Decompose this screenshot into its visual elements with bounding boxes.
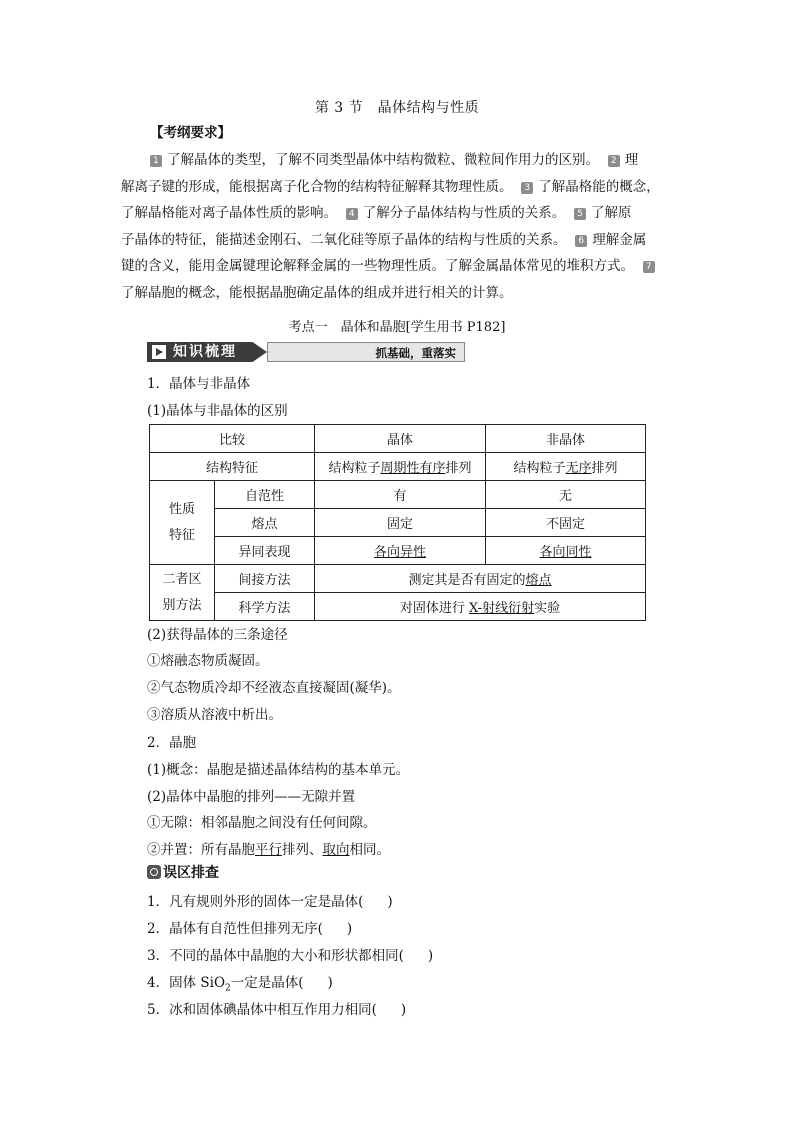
structure-label: 结构特征: [150, 453, 315, 481]
requirement-text: 了解晶格能对离子晶体性质的影响。: [121, 205, 344, 221]
sec1-title: 1．晶体与非晶体: [147, 376, 251, 392]
requirement-number-badge: 4: [346, 208, 358, 220]
requirement-number-badge: 5: [574, 208, 586, 220]
structure-crystal: 结构粒子周期性有序排列: [315, 453, 486, 481]
requirements-line: [121, 227, 674, 254]
table-row: [150, 481, 646, 509]
knowledge-banner: [147, 342, 465, 362]
requirement-number-badge: 1: [150, 155, 162, 167]
requirement-text: 理: [624, 152, 639, 168]
table-row: [150, 453, 646, 481]
row-noncrystal: 无: [486, 481, 646, 509]
requirements-line: [121, 200, 674, 227]
search-icon: [147, 865, 161, 879]
method-group-label: 二者区 别方法: [150, 565, 215, 621]
structure-noncrystal: 结构粒子无序排列: [486, 453, 646, 481]
requirements-line: [121, 147, 674, 174]
row-crystal: 有: [315, 481, 486, 509]
requirement-text: 了解晶体的类型，了解不同类型晶体中结构微粒、微粒间作用力的区别。: [167, 152, 606, 168]
row-label: 熔点: [215, 509, 315, 537]
requirement-text: 子晶体的特征，能描述金刚石、二氧化硅等原子晶体的结构与性质的关系。: [121, 231, 574, 248]
sec2-point: ②并置：所有晶胞平行排列、取向相同。: [147, 842, 390, 858]
requirements-line: [121, 253, 674, 280]
requirements-paragraph: [121, 147, 674, 306]
way-item: ②气态物质冷却不经液态直接凝固(凝华)。: [147, 680, 401, 696]
kaodian-title: 考点一 晶体和晶胞[学生用书 P182]: [288, 320, 506, 335]
requirement-text: 了解晶胞的概念，能根据晶胞确定晶体的组成并进行相关的计算。: [121, 284, 513, 301]
method2-value: 对固体进行 X-射线衍射实验: [315, 593, 646, 621]
table-row: [150, 593, 646, 621]
header-crystal: 晶体: [315, 425, 486, 453]
requirements-heading: 【考纲要求】: [150, 125, 231, 141]
table-row: [150, 537, 646, 565]
header-compare: 比较: [150, 425, 315, 453]
banner-subtitle: 抓基础，重落实: [375, 346, 456, 360]
row-crystal: 固定: [315, 509, 486, 537]
sec2-title: 2．晶胞: [147, 735, 197, 751]
sec1-sub2: (2)获得晶体的三条途径: [147, 627, 288, 643]
requirement-number-badge: 3: [521, 182, 533, 194]
sec2-concept: (1)概念：晶胞是描述晶体结构的基本单元。: [147, 762, 410, 778]
row-label: 自范性: [215, 481, 315, 509]
misconception-item: 4．固体 SiO$_2$一定是晶体( ): [147, 975, 333, 994]
table-row: [150, 509, 646, 537]
requirement-number-badge: 6: [575, 235, 587, 247]
requirement-number-badge: 7: [643, 261, 655, 273]
property-group-label: 性质 特征: [150, 481, 215, 565]
sec2-point: ①无隙：相邻晶胞之间没有任何间隙。: [147, 815, 377, 831]
row-noncrystal: 不固定: [486, 509, 646, 537]
requirement-text: 解离子键的形成，能根据离子化合物的结构特征解释其物理性质。: [121, 178, 520, 195]
requirement-text: 了解分子晶体结构与性质的关系。: [362, 205, 572, 221]
play-arrow-icon: [152, 345, 166, 359]
banner-title: 知识梳理: [173, 344, 237, 360]
misconception-heading: 误区排查: [147, 862, 219, 882]
method2-label: 科学方法: [215, 593, 315, 621]
row-crystal: 各向异性: [315, 537, 486, 565]
requirements-line: [121, 280, 674, 307]
comparison-table: [149, 424, 646, 621]
requirements-line: [121, 174, 674, 201]
misconception-item: 1．凡有规则外形的固体一定是晶体( ): [147, 894, 393, 910]
table-row: [150, 425, 646, 453]
section-title: 第 3 节 晶体结构与性质: [314, 100, 480, 116]
sec1-sub1: (1)晶体与非晶体的区别: [147, 403, 288, 419]
sec2-arrange: (2)晶体中晶胞的排列——无隙并置: [147, 789, 356, 805]
way-item: ③溶质从溶液中析出。: [147, 707, 282, 723]
requirement-text: 了解原: [591, 205, 632, 221]
method1-label: 间接方法: [215, 565, 315, 593]
misconception-item: 3．不同的晶体中晶胞的大小和形状都相同( ): [147, 948, 434, 964]
requirement-number-badge: 2: [608, 155, 620, 167]
row-label: 异同表现: [215, 537, 315, 565]
way-item: ①熔融态物质凝固。: [147, 653, 269, 669]
requirement-text: 了解晶格能的概念，: [538, 178, 660, 195]
requirement-text: 键的含义，能用金属键理论解释金属的一些物理性质。了解金属晶体常见的堆积方式。: [121, 258, 641, 274]
header-noncrystal: 非晶体: [486, 425, 646, 453]
banner-stripe: [267, 342, 465, 362]
misconception-item: 2．晶体有自范性但排列无序( ): [147, 921, 353, 937]
table-row: [150, 565, 646, 593]
method1-value: 测定其是否有固定的熔点: [315, 565, 646, 593]
row-noncrystal: 各向同性: [486, 537, 646, 565]
misconception-item: 5．冰和固体碘晶体中相互作用力相同( ): [147, 1002, 407, 1018]
requirement-text: 理解金属: [592, 231, 647, 248]
